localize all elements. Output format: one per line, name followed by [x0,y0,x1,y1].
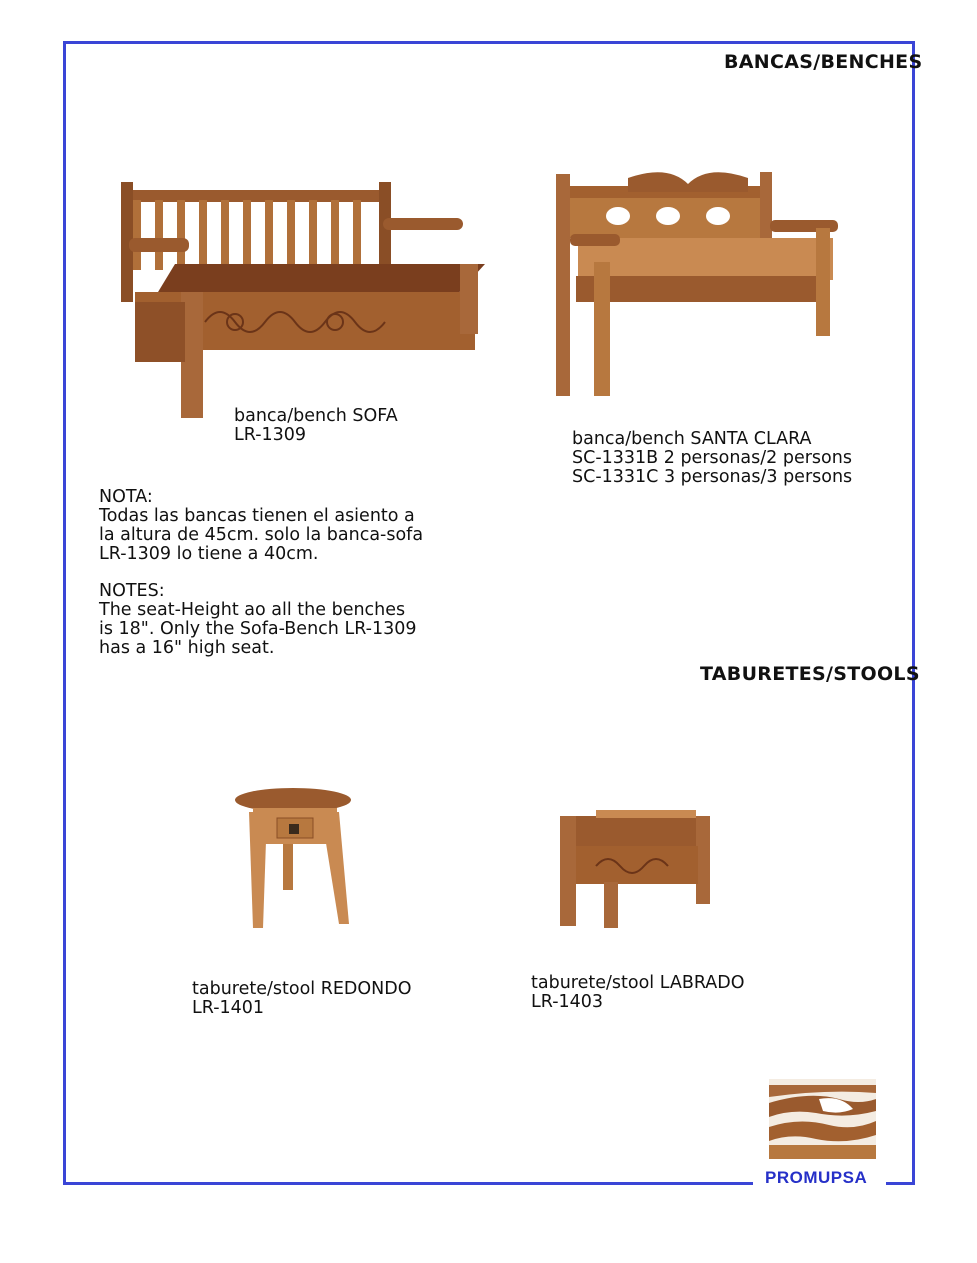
promupsa-logo [769,1079,876,1159]
redondo-name: taburete/stool REDONDO [192,979,412,999]
page-frame-bottom-left [63,1182,753,1185]
note-spanish-line-3: LR-1309 lo tiene a 40cm. [99,544,319,564]
stools-section-title: TABURETES/STOOLS [700,663,920,685]
sofa-code: LR-1309 [234,425,307,445]
labrado-stool-image [556,806,716,930]
labrado-code: LR-1403 [531,992,604,1012]
page-frame-bottom-right [886,1182,912,1185]
note-spanish-line-2: la altura de 45cm. solo la banca-sofa [99,525,424,545]
sofa-bench-image [115,172,485,420]
labrado-name: taburete/stool LABRADO [531,973,745,993]
note-spanish [99,488,423,564]
note-english-line-1: The seat-Height ao all the benches [99,600,406,620]
note-spanish-line-1: Todas las bancas tienen el asiento a [99,506,415,526]
santa-clara-caption [572,430,852,487]
santa-clara-bench-image [548,168,843,400]
santa-clara-code-2: SC-1331B 2 personas/2 persons [572,448,852,468]
note-spanish-heading: NOTA: [99,487,153,507]
sofa-caption [234,407,398,445]
note-english-heading: NOTES: [99,581,165,601]
redondo-caption [192,980,412,1018]
redondo-stool-image [233,786,355,930]
sofa-name: banca/bench SOFA [234,406,398,426]
santa-clara-name: banca/bench SANTA CLARA [572,429,812,449]
santa-clara-code-3: SC-1331C 3 personas/3 persons [572,467,853,487]
redondo-code: LR-1401 [192,998,265,1018]
brand-name: PROMUPSA [765,1168,868,1187]
note-english [99,582,417,658]
labrado-caption [531,974,745,1012]
benches-section-title: BANCAS/BENCHES [724,51,923,73]
note-english-line-2: is 18". Only the Sofa-Bench LR-1309 [99,619,417,639]
note-english-line-3: has a 16" high seat. [99,638,275,658]
